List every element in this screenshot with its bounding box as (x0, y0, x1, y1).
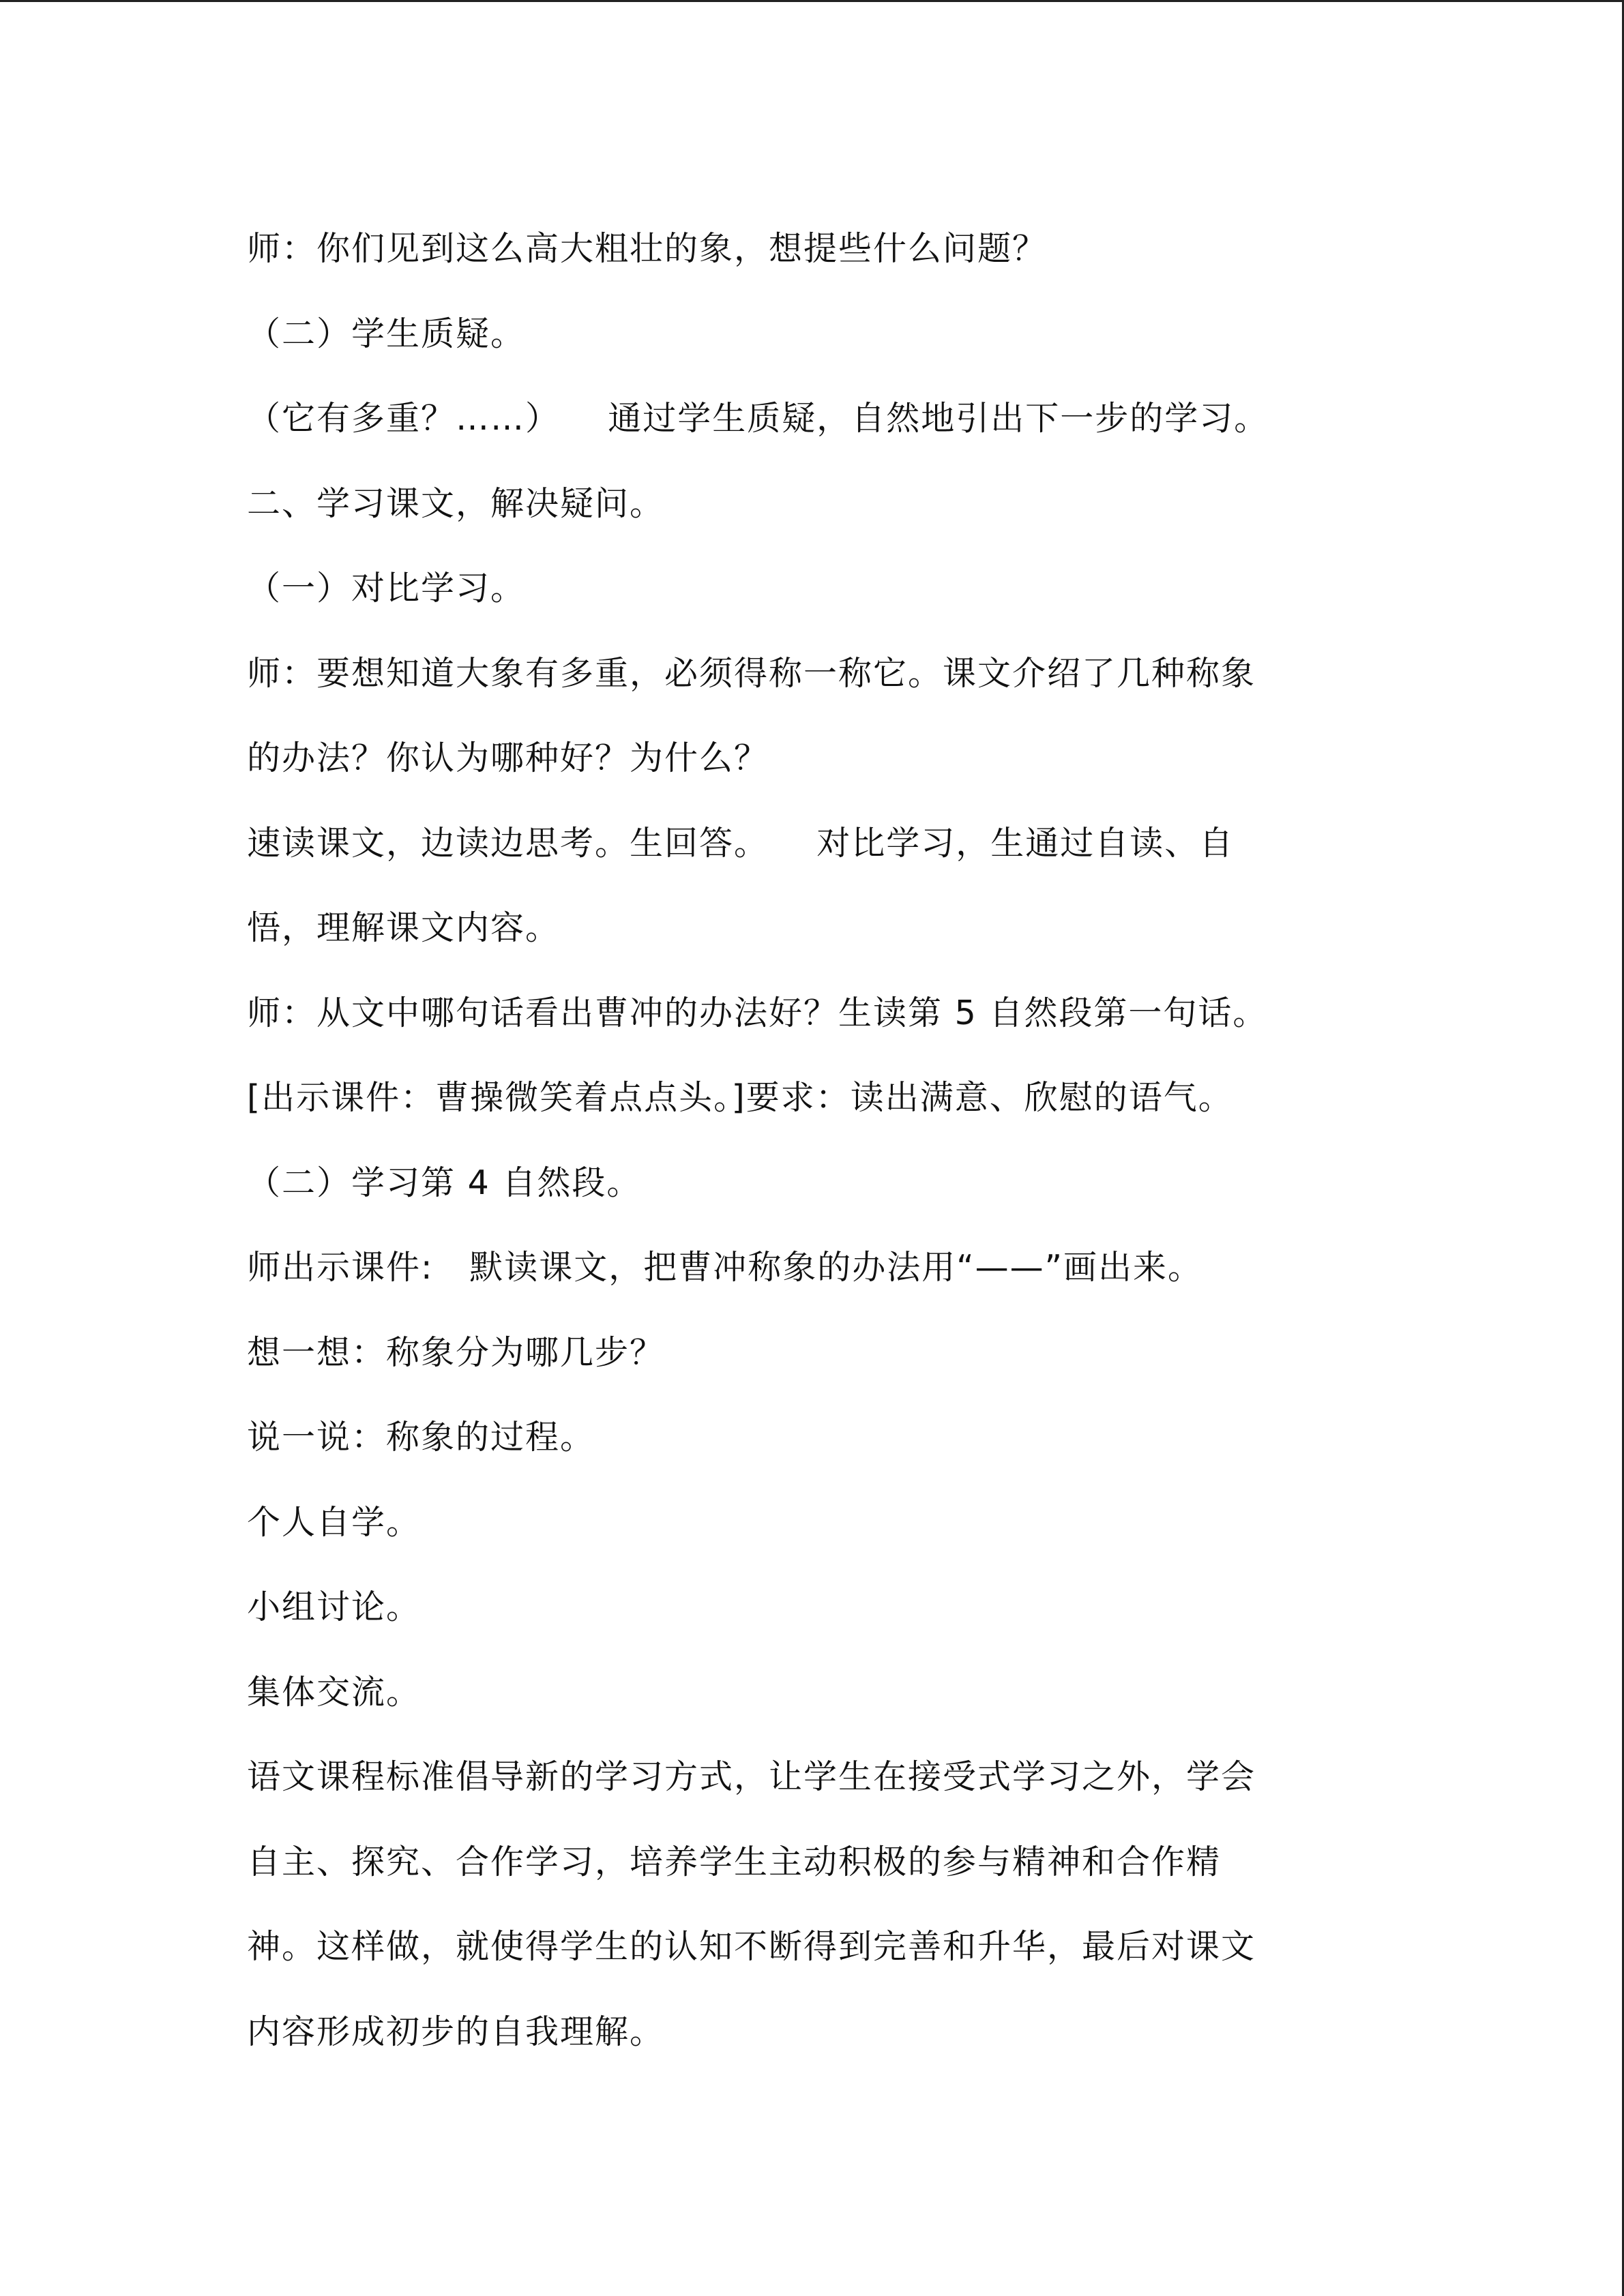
text-line: 二、学习课文，解决疑问。 (247, 483, 665, 523)
text-line: [出示课件：曹操微笑着点点头。]要求：读出满意、欣慰的语气。 (247, 1078, 1233, 1117)
text-line: 师：要想知道大象有多重，必须得称一称它。课文介绍了几种称象 (247, 653, 1256, 693)
text-line: 小组讨论。 (247, 1587, 422, 1626)
text-line: （它有多重？……） 通过学生质疑，自然地引出下一步的学习。 (247, 399, 1269, 438)
text-line: 悟，理解课文内容。 (247, 908, 561, 947)
text-line: 师出示课件: 默读课文，把曹冲称象的办法用“——”画出来。 (247, 1248, 1203, 1287)
text-line: 想一想：称象分为哪几步？ (247, 1332, 665, 1372)
text-line: 速读课文，边读边思考。生回答。 对比学习，生通过自读、自 (247, 823, 1235, 863)
text-line: 自主、探究、合作学习，培养学生主动积极的参与精神和合作精 (247, 1842, 1222, 1881)
text-line: 内容形成初步的自我理解。 (247, 2012, 665, 2051)
text-line: 师：从文中哪句话看出曹冲的办法好？生读第 5 自然段第一句话。 (247, 993, 1268, 1032)
text-line: 语文课程标准倡导新的学习方式，让学生在接受式学习之外，学会 (247, 1757, 1256, 1796)
text-line: 神。这样做，就使得学生的认知不断得到完善和升华，最后对课文 (247, 1927, 1256, 1966)
text-line: 师：你们见到这么高大粗壮的象，想提些什么问题？ (247, 229, 1048, 268)
document-body (247, 207, 1365, 2074)
text-line: （二）学生质疑。 (247, 314, 526, 353)
text-line: 说一说：称象的过程。 (247, 1418, 595, 1457)
text-line: （一）对比学习。 (247, 569, 526, 608)
text-line: 个人自学。 (247, 1502, 422, 1542)
text-line: 集体交流。 (247, 1672, 422, 1712)
text-line: 的办法？你认为哪种好？为什么？ (247, 739, 769, 777)
text-line: （二）学习第 4 自然段。 (247, 1163, 642, 1202)
